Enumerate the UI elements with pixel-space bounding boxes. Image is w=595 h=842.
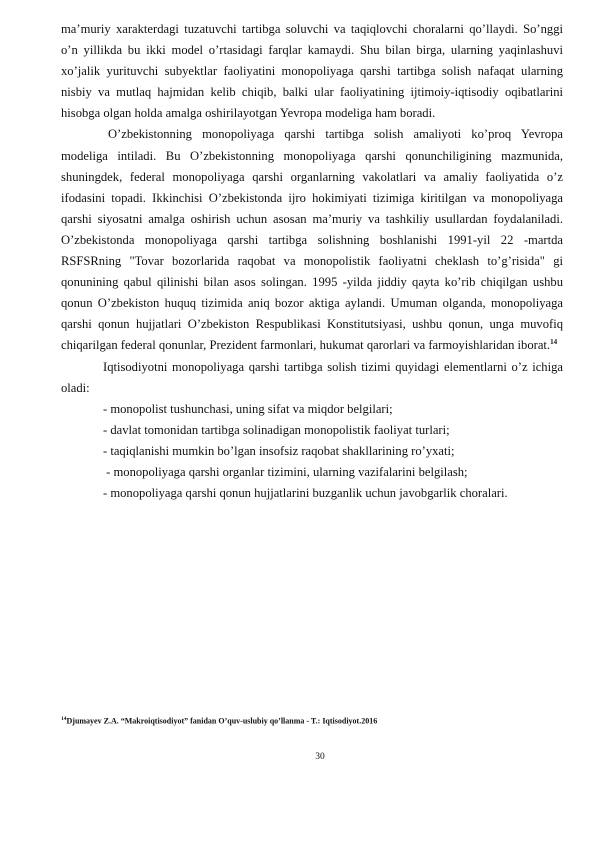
list-item: - monopoliyaga qarshi organlar tizimini, ularning vazifalarini belgilash;: [103, 464, 468, 479]
body-text: [61, 19, 563, 504]
list-item: - davlat tomonidan tartibga solinadigan monopolistik faoliyat turlari;: [103, 422, 450, 437]
footnote-number: 14: [61, 716, 67, 722]
paragraph-3: Iqtisodiyotni monopoliyaga qarshi tartibga solish tizimi quyidagi elementlarni o’z ichiga oladi:: [61, 359, 563, 395]
page-number: 30: [315, 752, 325, 762]
list-item: - monopoliyaga qarshi qonun hujjatlarini buzganlik uchun javobgarlik choralari.: [103, 486, 508, 501]
footnote-text: Djumayev Z.A. “Makroiqtisodiyot” fanidan O’quv-uslubiy qo’llanma - T.: Iqtisodiyot.2016: [66, 716, 378, 726]
list-item: - taqiqlanishi mumkin bo’lgan insofsiz raqobat shakllarining ro’yxati;: [103, 443, 455, 458]
paragraph-2-text: O’zbekistonning monopoliyaga qarshi tartibga solish amaliyoti ko’proq Yevropa modeliga intiladi. Bu O’zbekistonning monopoliyaga qarshi qonunchiligining mazmunida, shuningdek, federal monopoliyaga qarshi organlarning vakolatlari va amaliy faoliyatida o’z ifodasini topadi. Ikkinchisi O’zbekistonda ijro hokimiyati tizimiga kiritilgan va monopoliyaga qarshi siyosatni amalga oshirish uchun asosan ma’muriy va tashkiliy usullardan foydalaniladi. O’zbekistonda monopoliyaga qarshi tartibga solishning boshlanishi 1991-yil 22 -martda RSFSRning "Tovar bozorlarida raqobat va monopolistik faoliyatni cheklash to’g’risida" gi qonunining qabul qilinishi bilan asos solingan. 1995 -yilda jiddiy qayta ko’rib chiqilgan ushbu qonun O’zbekiston huquq tizimida aniq bozor aktiga aylandi. Umuman olganda, monopoliyaga qarshi qonun hujjatlari O’zbekiston Respublikasi Konstitutsiyasi, ushbu qonun, unga muvofiq chiqarilgan federal qonunlar, Prezident farmonlari, hukumat qarorlari va farmoyishlaridan iborat.: [61, 127, 563, 353]
paragraph-2: [61, 124, 563, 356]
footnote-reference: 14: [550, 338, 558, 347]
paragraph-1: ma’muriy xarakterdagi tuzatuvchi tartibga soluvchi va taqiqlovchi choralarni qo’llaydi. So’nggi o’n yillikda bu ikki model o’rtasidagi farqlar kamaydi. Shu bilan birga, ularning yaqinlashuvi xo’jalik yurituvchi subyektlar faoliyatini monopoliyaga qarshi tartibga solish nafaqat ularning nisbiy va mutlaq hajmidan kelib chiqib, balki ular faoliyatining ijtimoiy-iqtisodiy oqibatlarini hisobga olgan holda amalga oshirilayotgan Yevropa modeliga ham boradi.: [61, 22, 563, 121]
list-item: - monopolist tushunchasi, uning sifat va miqdor belgilari;: [103, 401, 393, 416]
footnote: [61, 716, 377, 726]
